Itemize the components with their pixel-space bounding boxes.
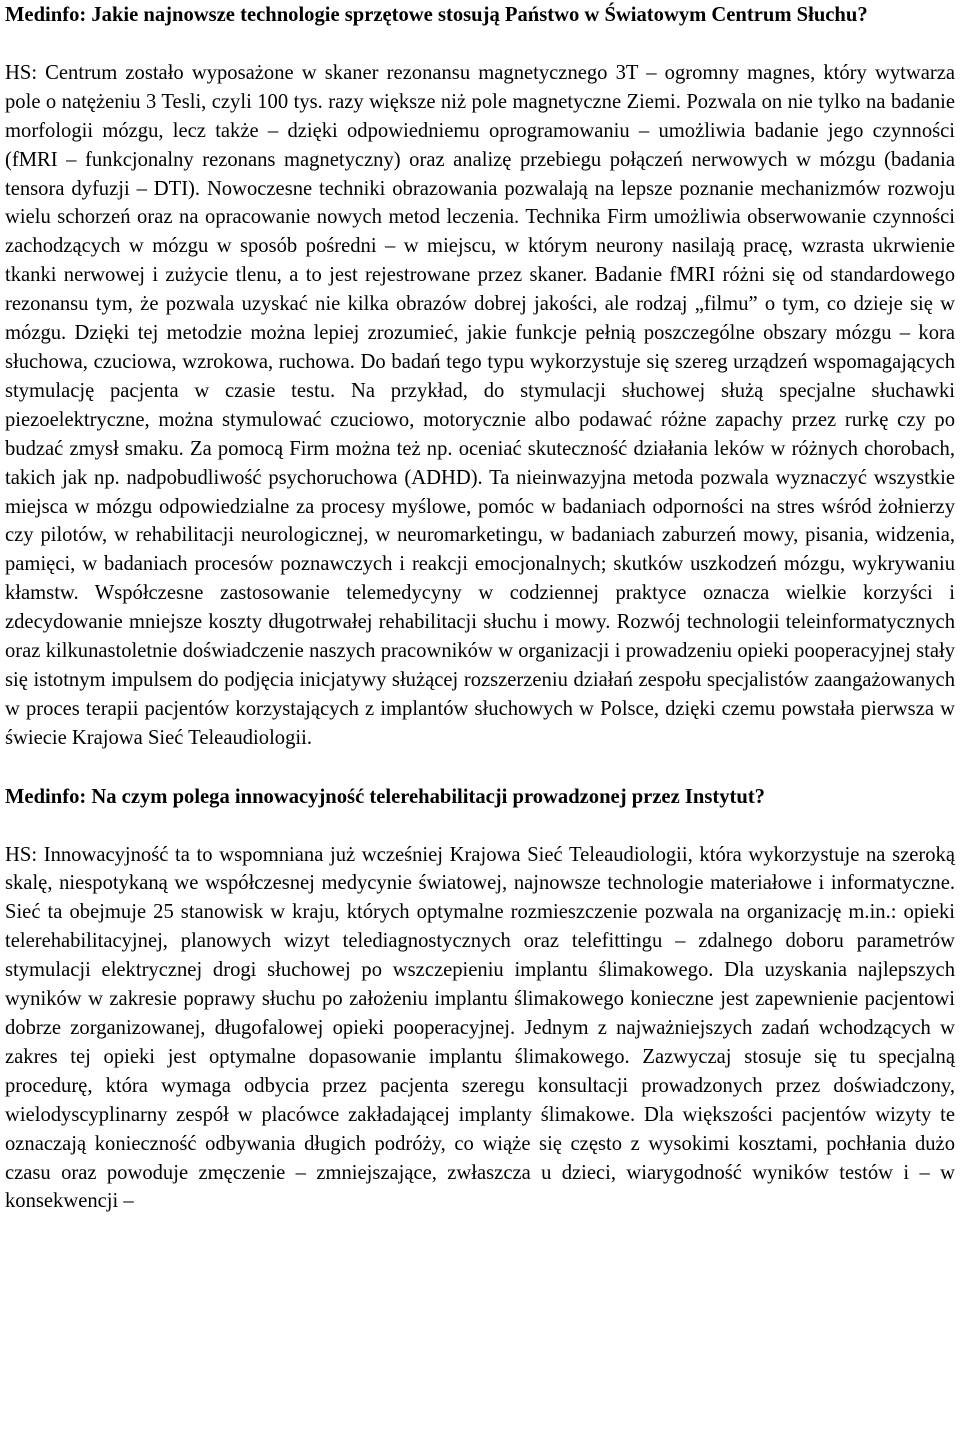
spacer xyxy=(5,30,955,59)
spacer xyxy=(5,753,955,782)
question-heading: Medinfo: Jakie najnowsze technologie sprzętowe stosują Państwo w Światowym Centrum Słuchu? xyxy=(5,4,868,26)
question-heading: Medinfo: Na czym polega innowacyjność telerehabilitacji prowadzonej przez Instytut? xyxy=(5,785,765,808)
answer-paragraph: HS: Centrum zostało wyposażone w skaner rezonansu magnetycznego 3T – ogromny magnes, który wytwarza pole o natężeniu 3 Tesli, czyli 100 tys. razy większe niż pole magnetyczne Ziemi. Pozwala on nie tylko na badanie morfologii mózgu, lecz także – dzięki odpowiedniemu oprogramowaniu – umożliwia badanie jego czynności (fMRI – funkcjonalny rezonans magnetyczny) oraz analizę przebiegu połączeń nerwowych w mózgu (badania tensora dyfuzji – DTI). Nowoczesne techniki obrazowania pozwalają na lepsze poznanie mechanizmów rozwoju wielu schorzeń oraz na opracowanie nowych metod leczenia. Technika Firm umożliwia obserwowanie czynności zachodzących w mózgu w sposób pośredni – w miejscu, w którym neurony nasilają pracę, wzrasta ukrwienie tkanki nerwowej i zużycie tlenu, a to jest rejestrowane przez skaner. Badanie fMRI różni się od standardowego rezonansu tym, że pozwala uzyskać nie kilka obrazów dobrej jakości, ale rodzaj „filmu” o tym, co dzieje się w mózgu. Dzięki tej metodzie można lepiej zrozumieć, jakie funkcje pełnią poszczególne obszary mózgu – kora słuchowa, czuciowa, wzrokowa, ruchowa. Do badań tego typu wykorzystuje się szereg urządzeń wspomagających stymulację pacjenta w czasie testu. Na przykład, do stymulacji słuchowej służą specjalne słuchawki piezoelektryczne, można stymulować czuciowo, motorycznie albo podawać różne zapachy przez rurkę czy po budzać zmysł smaku. Za pomocą Firm można też np. oceniać skuteczność działania leków w różnych chorobach, takich jak np. nadpobudliwość psychoruchowa (ADHD). Ta nieinwazyjna metoda pozwala wyznaczyć wszystkie miejsca w mózgu odpowiedzialne za procesy myślowe, pomóc w badaniach odporności na stres wśród żołnierzy czy pilotów, w rehabilitacji neurologicznej, w neuromarketingu, w badaniach zaburzeń mowy, pisania, widzenia, pamięci, w badaniach procesów poznawczych i reakcji emocjonalnych; skutków uszkodzeń mózgu, wykrywaniu kłamstw. Współczesne zastosowanie telemedycyny w codziennej praktyce oznacza wielkie korzyści i zdecydowanie mniejsze koszty długotrwałej rehabilitacji słuchu i mowy. Rozwój technologii teleinformatycznych oraz kilkunastoletnie doświadczenie naszych pracowników w organizacji i prowadzeniu opieki pooperacyjnej stały się istotnym impulsem do podjęcia inicjatywy służącej rozszerzeniu działań zespołu specjalistów zaangażowanych w proces terapii pacjentów korzystających z implantów słuchowych w Polsce, dzięki czemu powstała pierwsza w świecie Krajowa Sieć Teleaudiologii. xyxy=(5,61,955,749)
document-page xyxy=(5,0,955,1216)
answer-paragraph: HS: Innowacyjność ta to wspomniana już wcześniej Krajowa Sieć Teleaudiologii, która wykorzystuje na szeroką skalę, niespotykaną we współczesnej medycynie światowej, najnowsze technologie materiałowe i informatyczne. Sieć ta obejmuje 25 stanowisk w kraju, których optymalne rozmieszczenie pozwala na organizację m.in.: opieki telerehabilitacyjnej, planowych wizyt telediagnostycznych oraz telefittingu – zdalnego doboru parametrów stymulacji elektrycznej drogi słuchowej po wszczepieniu implantu ślimakowego. Dla uzyskania najlepszych wyników w zakresie poprawy słuchu po założeniu implantu ślimakowego konieczne jest zapewnienie pacjentowi dobrze zorganizowanej, długofalowej opieki pooperacyjnej. Jednym z najważniejszych zadań wchodzących w zakres tej opieki jest optymalne dopasowanie implantu ślimakowego. Zazwyczaj stosuje się tu specjalną procedurę, która wymaga odbycia przez pacjenta szeregu konsultacji prowadzonych przez doświadczony, wielodyscyplinarny zespół w placówce zakładającej implanty ślimakowe. Dla większości pacjentów wizyty te oznaczają konieczność odbywania długich podróży, co wiąże się często z wysokimi kosztami, pochłania dużo czasu oraz powoduje zmęczenie – zmniejszające, zwłaszcza u dzieci, wiarygodność wyników testów i – w konsekwencji – xyxy=(5,843,955,1213)
spacer xyxy=(5,812,955,841)
